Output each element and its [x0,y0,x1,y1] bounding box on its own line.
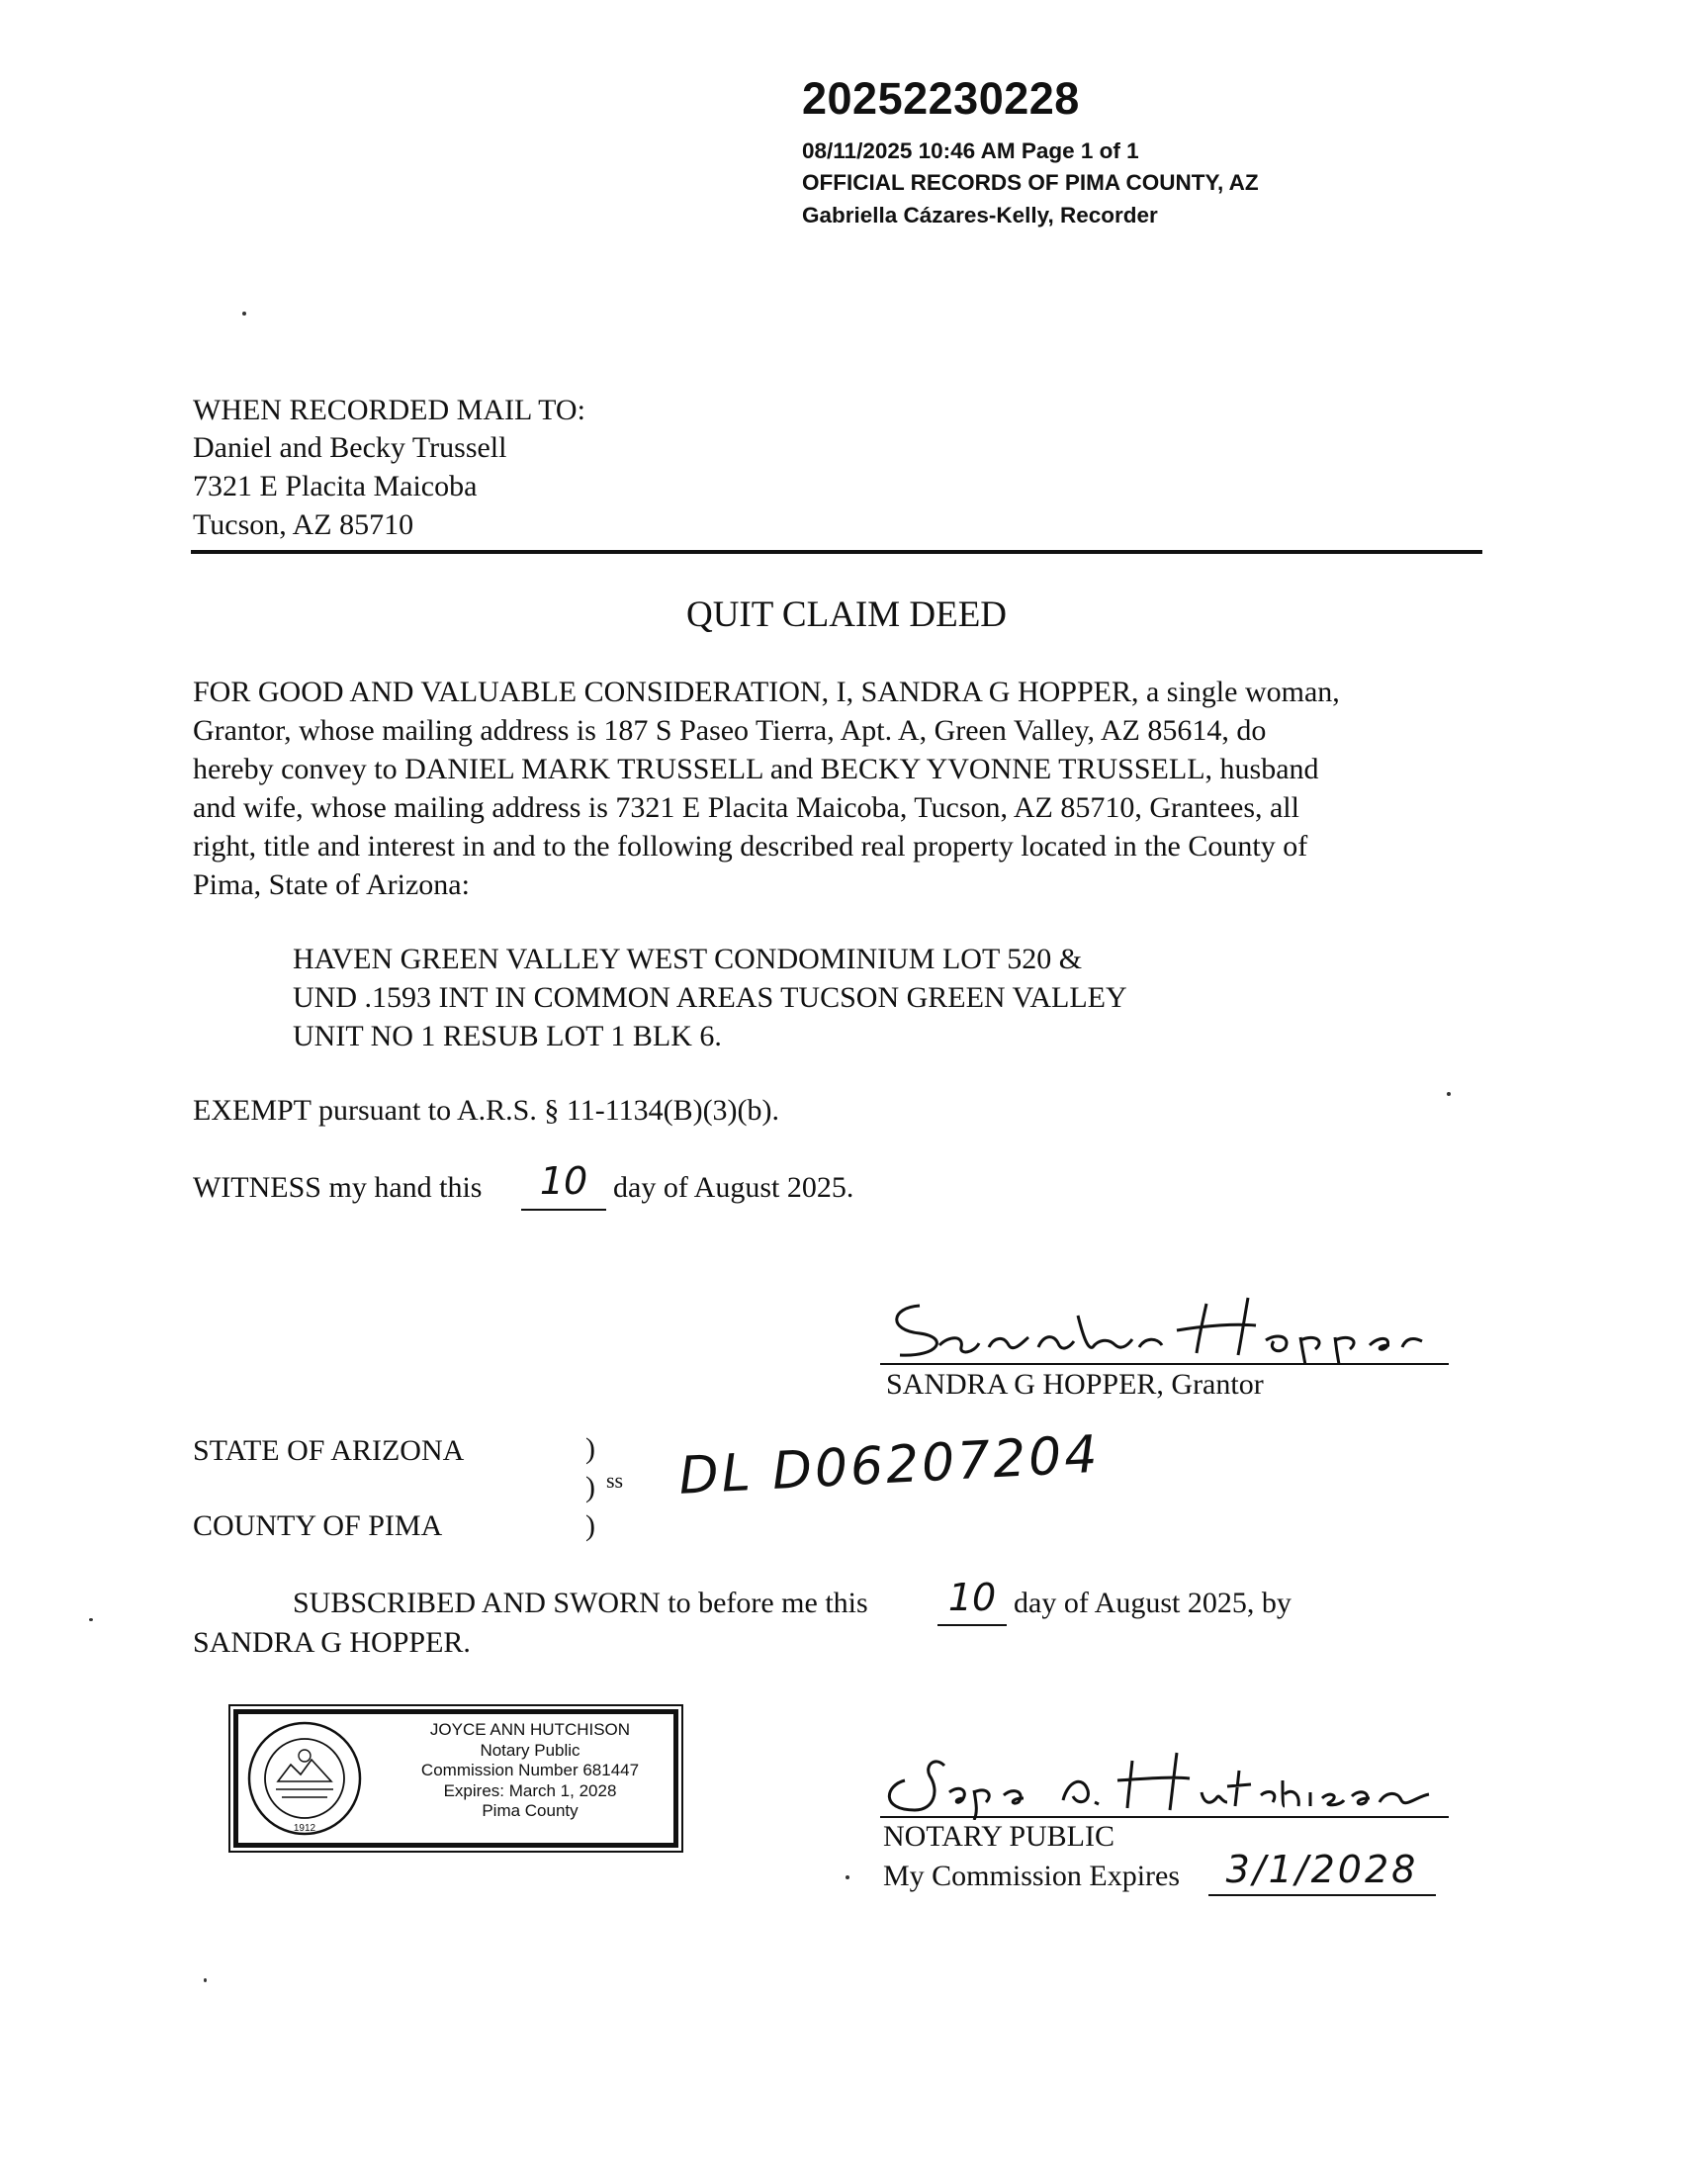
legal-description-line: HAVEN GREEN VALLEY WEST CONDOMINIUM LOT 520 & [293,943,1083,975]
consideration-line: Pima, State of Arizona: [193,868,470,901]
stamp-commission-number: Commission Number 681447 [420,1761,640,1779]
consideration-line: right, title and interest in and to the following described real property located in the County of [193,830,1308,863]
sworn-prefix: SUBSCRIBED AND SWORN to before me this [293,1587,868,1619]
header-divider [191,550,1482,554]
consideration-line: Grantor, whose mailing address is 187 S Paseo Tierra, Apt. A, Green Valley, AZ 85614, do [193,714,1267,747]
consideration-line: FOR GOOD AND VALUABLE CONSIDERATION, I, SANDRA G HOPPER, a single woman, [193,676,1340,708]
grantor-signature [880,1286,1444,1365]
legal-description-line: UND .1593 INT IN COMMON AREAS TUCSON GREEN VALLEY [293,981,1127,1014]
grantor-signature-line [880,1363,1449,1365]
venue-ss-mark: ss [606,1468,624,1493]
consideration-line: and wife, whose mailing address is 7321 E Placita Maicoba, Tucson, AZ 85710, Grantees, all [193,791,1299,824]
notary-stamp-text [404,1720,656,1822]
stamp-expiration: Expires: March 1, 2028 [443,1780,617,1800]
stamp-county: Pima County [482,1801,579,1820]
exemption-statement: EXEMPT pursuant to A.R.S. § 11-1134(B)(3)(b). [193,1094,780,1127]
venue-state: STATE OF ARIZONA [193,1434,465,1467]
commission-expires-label: My Commission Expires [883,1860,1181,1892]
witness-suffix: day of August 2025. [613,1171,854,1204]
sworn-suffix: day of August 2025, by [1014,1587,1292,1619]
mail-to-city: Tucson, AZ 85710 [193,508,414,541]
sworn-day-blank [937,1624,1007,1626]
mail-to-heading: WHEN RECORDED MAIL TO: [193,394,585,426]
venue-bracket: ) [585,1471,595,1503]
drivers-license-note: DL D06207204 [677,1424,1102,1506]
consideration-line: hereby convey to DANIEL MARK TRUSSELL and BECKY YVONNE TRUSSELL, husband [193,753,1319,785]
venue-county: COUNTY OF PIMA [193,1509,443,1542]
scan-speck [846,1875,849,1879]
arizona-seal-icon [246,1720,363,1837]
venue-bracket: ) [585,1509,595,1542]
mail-to-street: 7321 E Placita Maicoba [193,470,478,502]
scan-speck [89,1618,93,1621]
stamp-notary-title: Notary Public [480,1740,580,1760]
notary-public-title: NOTARY PUBLIC [883,1820,1115,1853]
venue-bracket: ) [585,1432,595,1465]
recorder-name: Gabriella Cázares-Kelly, Recorder [802,203,1158,228]
stamp-notary-name: JOYCE ANN HUTCHISON [429,1720,631,1739]
recording-number: 20252230228 [802,73,1080,124]
commission-expires-handwritten: 3/1/2028 [1225,1848,1419,1891]
witness-day-handwritten: 10 [539,1159,588,1203]
sworn-day-handwritten: 10 [947,1576,997,1619]
sworn-affiant-name: SANDRA G HOPPER. [193,1626,471,1659]
mail-to-name: Daniel and Becky Trussell [193,431,507,464]
commission-expires-blank [1208,1894,1436,1896]
legal-description-line: UNIT NO 1 RESUB LOT 1 BLK 6. [293,1020,722,1052]
scan-speck [1447,1092,1451,1096]
witness-day-blank [521,1209,606,1211]
notary-signature [875,1741,1449,1820]
scan-speck [204,1978,207,1982]
witness-prefix: WITNESS my hand this [193,1171,483,1204]
recording-office: OFFICIAL RECORDS OF PIMA COUNTY, AZ [802,170,1259,195]
notary-signature-line [880,1816,1449,1818]
svg-text:1912: 1912 [293,1823,316,1834]
document-title: QUIT CLAIM DEED [685,594,1008,635]
grantor-printed-name: SANDRA G HOPPER, Grantor [886,1368,1264,1401]
notary-stamp [233,1709,678,1848]
recording-date-page: 08/11/2025 10:46 AM Page 1 of 1 [802,138,1139,163]
scan-speck [242,312,246,316]
